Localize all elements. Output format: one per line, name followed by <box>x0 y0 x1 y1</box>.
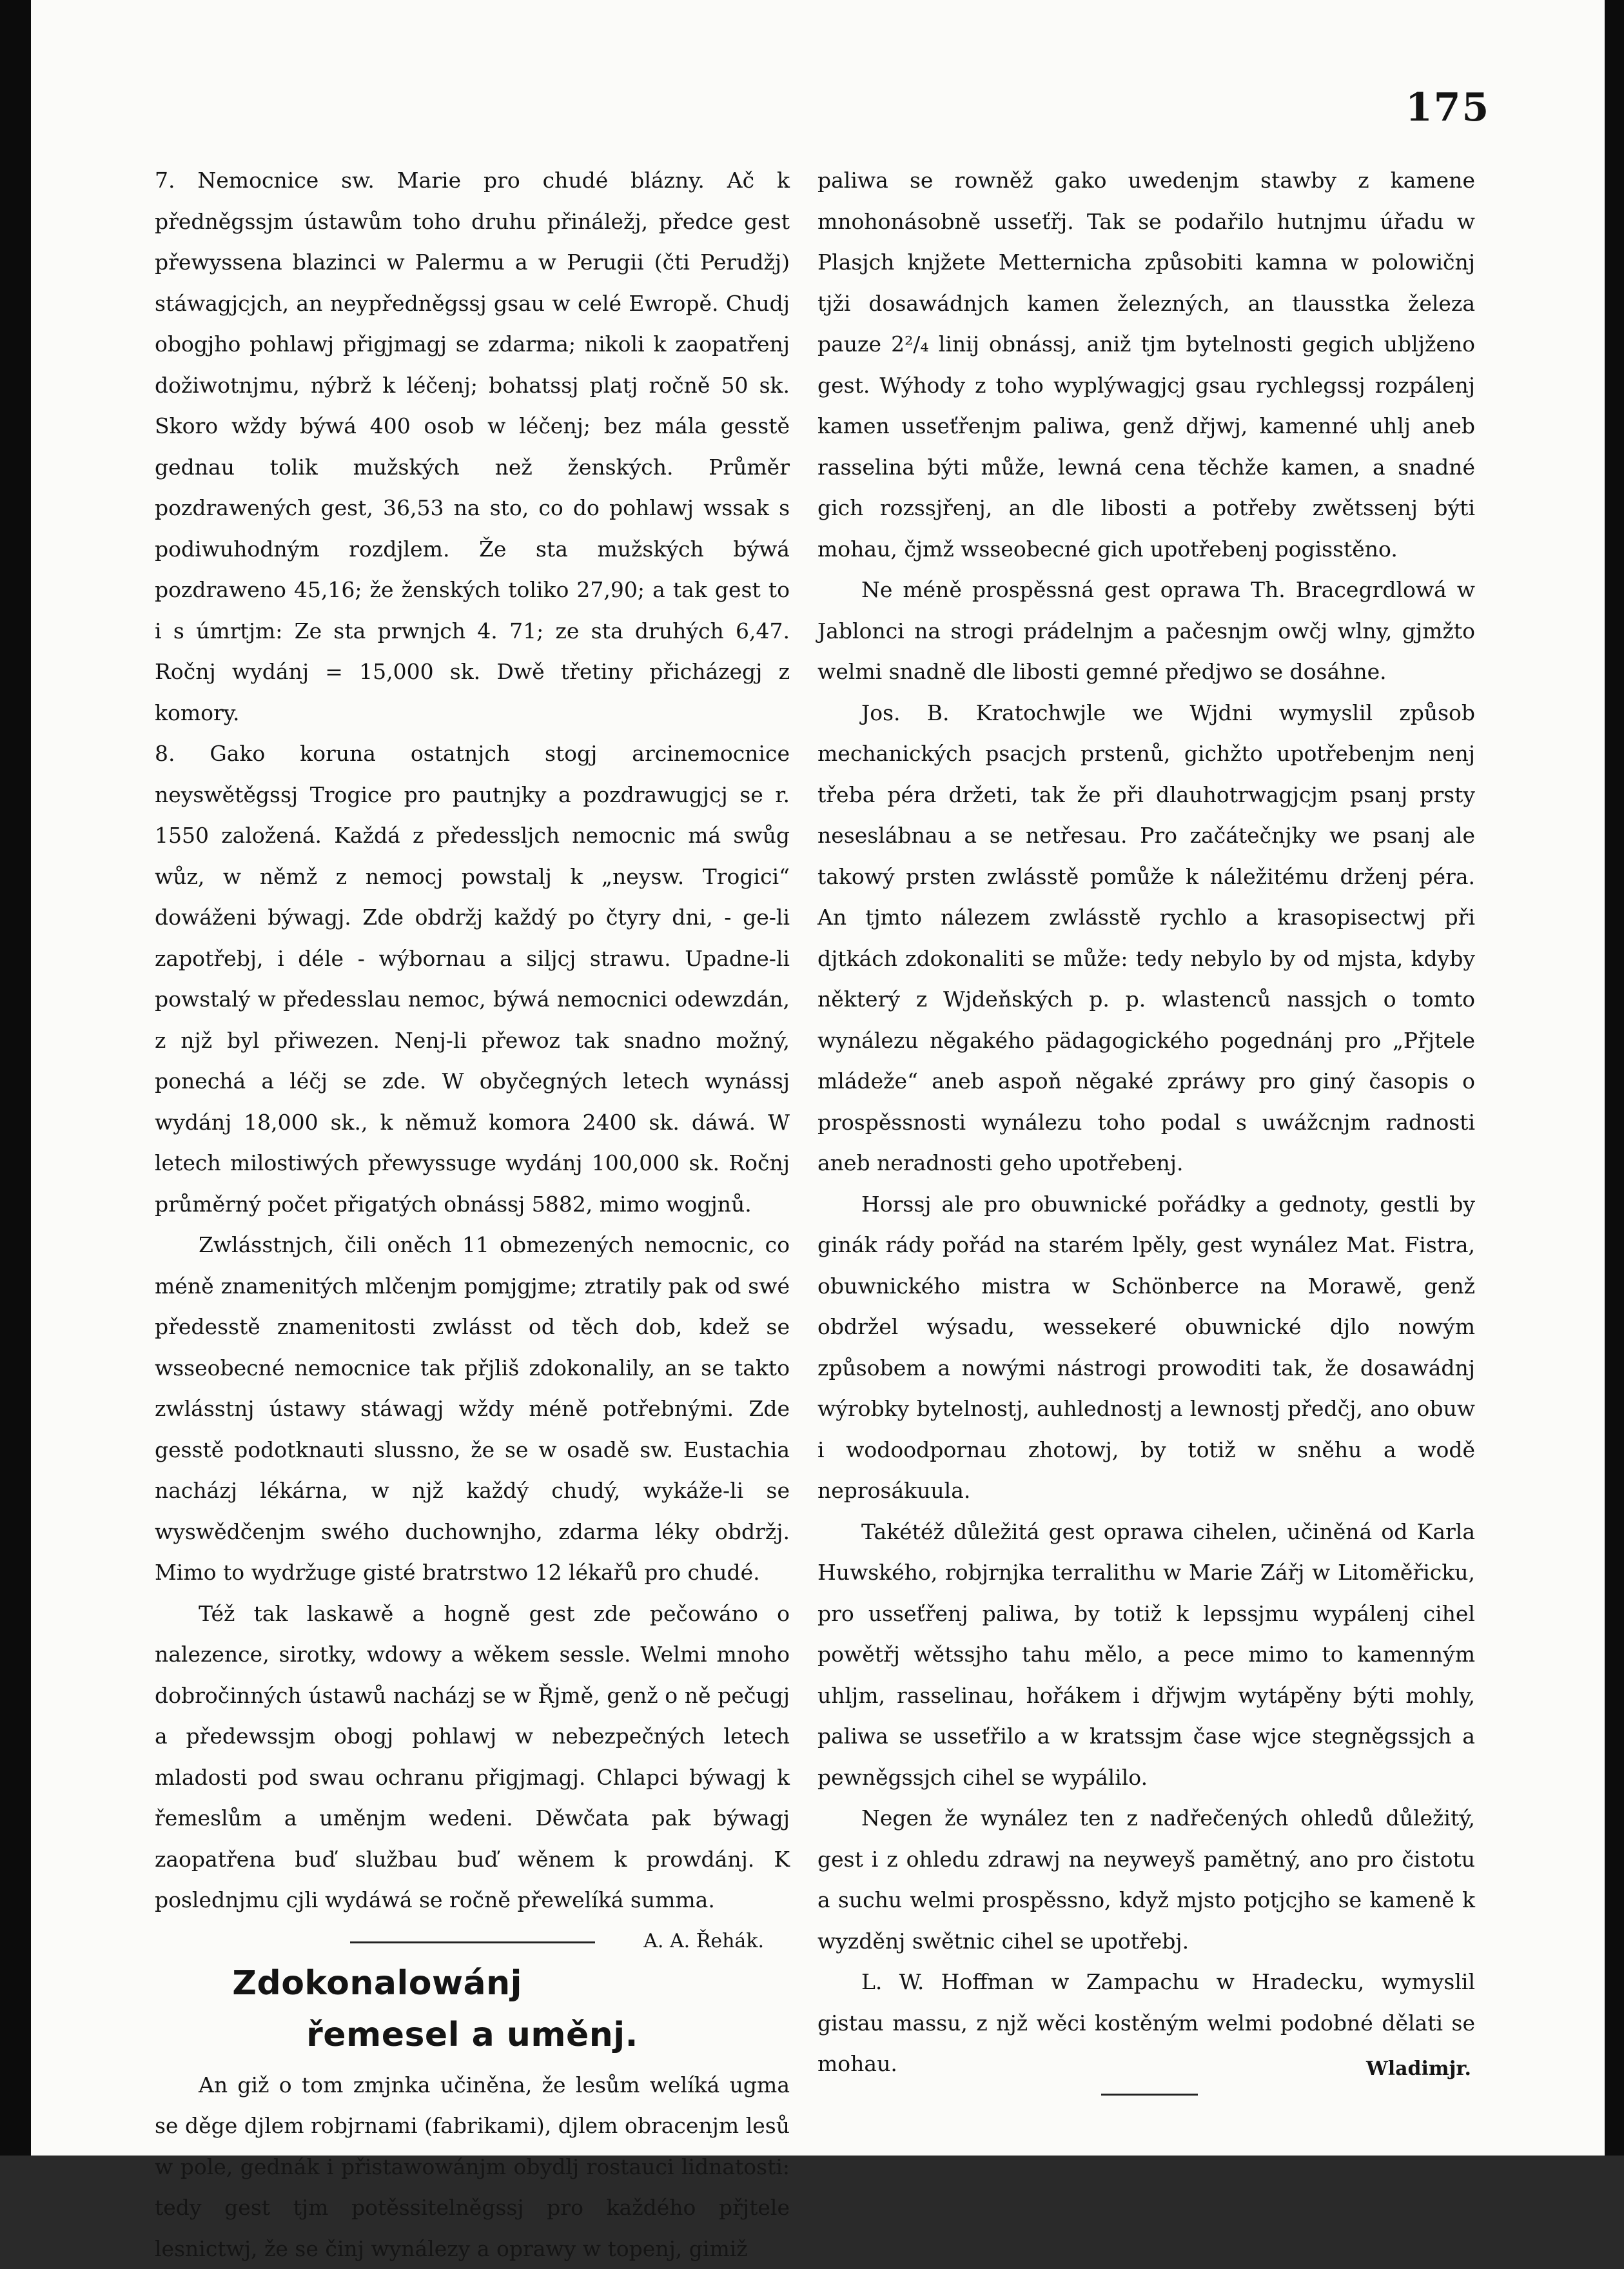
paragraph-obmezene-nemocnice: Zwlásstnjch, čili oněch 11 obmezených nemocnic, co méně znamenitých mlčenjm pomjgjme; ztratily pak od swé předesstě znamenitosti zwlásst od těch dob, kdež se wsseobecné nemocnice tak přjliš zdokonalily, an se takto zwlásstnj ústawy stáwagj wždy méně potřebnými. Zde gesstě podotknauti slussno, že se w osadě sw. Eustachia nacházj lékárna, w njž každý chudý, wykáže-li se wyswědčenjm swého duchownjho, zdarma léky obdržj. Mimo to wydržuge gisté bratrstwo 12 lékařů pro chudé. <box>155 1224 790 1593</box>
paragraph-nemocnice-marie: 7. Nemocnice sw. Marie pro chudé blázny. Ač k předněgssjm ústawům toho druhu přináležj, předce gest přewyssena blazinci w Palermu a w Perugii (čti Perudžj) stáwagjcjch, an neypředněgssj gsau w celé Ewropě. Chudj obogjho pohlawj přigjmagj se zdarma; nikoli k zaopatřenj dožiwotnjmu, nýbrž k léčenj; bohatssj platj ročně 50 sk. Skoro wždy býwá 400 osob w léčenj; bez mála gesstě gednau tolik mužských než ženských. Průměr pozdrawených gest, 36,53 na sto, co do pohlawj wssak s podiwuhodným rozdjlem. Že sta mužských býwá pozdraweno 45,16; že ženských toliko 27,90; a tak gest to i s úmrtjm: Ze sta prwnjch 4. 71; ze sta druhých 6,47. Ročnj wydánj = 15,000 sk. Dwě třetiny přicházegj z komory. <box>155 160 790 733</box>
right-column <box>817 160 1475 2096</box>
signature-wladimjr: Wladimjr. <box>817 2056 1475 2082</box>
left-column <box>155 160 790 2269</box>
scan-edge-right <box>1605 0 1624 2156</box>
paragraph-kratochwjle: Jos. B. Kratochwjle we Wjdni wymyslil způsob mechanických psacjch prstenů, gichžto upotřebenjm nenj třeba péra držeti, tak že při dlauhotrwagjcjm psanj prsty neseslábnau a se netřesau. Pro začátečnjky we psanj ale takowý prsten zwlásstě pomůže k náležitému drženj péra. An tjmto nálezem zwlásstě rychlo a krasopisectwj při djtkách zdokonaliti se může: tedy nebylo by od mjsta, kdyby některý z Wjdeňských p. p. wlastenců nassjch o tomto wynálezu něgakého pädagogického pogednánj pro „Přjtele mládeže“ aneb aspoň něgaké zpráwy pro giný časopis o prospěssnosti wynálezu toho podal s uwážcnjm radnosti aneb neradnosti geho upotřebenj. <box>817 692 1475 1184</box>
paragraph-fistra: Horssj ale pro obuwnické pořádky a gednoty, gestli by ginák rády pořád na starém lpěly, gest wynález Mat. Fistra, obuwnického mistra w Schönberce na Morawě, genž obdržel wýsadu, wessekeré obuwnické djlo nowým způsobem a nowými nástrogi prowoditi tak, že dosawádnj wýrobky bytelnostj, auhlednostj a lewnostj předčj, ano obuw i wodoodpornau zhotowj, by totiž w sněhu a wodě neprosákuula. <box>817 1184 1475 1511</box>
section-divider <box>350 1941 595 1943</box>
paragraph-bracegrdlowa: Ne méně prospěssná gest oprawa Th. Bracegrdlowá w Jablonci na strogi prádelnjm a pačesnjm owčj wlny, gjmžto welmi snadně dle libosti gemné předjwo se dosáhne. <box>817 569 1475 692</box>
section-heading: Zdokonalowánj řemesel a uměnj. <box>155 1958 790 2061</box>
page-number: 175 <box>1405 85 1490 130</box>
signature-rehak: A. A. Řehák. <box>600 1921 764 1962</box>
scan-edge-left <box>0 0 31 2156</box>
paragraph-nalezence <box>155 1593 790 1921</box>
paragraph-cihelny: Takétéž důležitá gest oprawa cihelen, učiněná od Karla Huwského, robjrnjka terralithu w Marie Zářj w Litoměřicku, pro usseťřenj paliwa, by totiž k lepssjmu wypálenj cihel powětřj wětssjho tahu mělo, a pece mimo to kamenným uhljm, rasselinau, hořákem i dřjwjm wytápěny býti mohly, paliwa se usseťřilo a w kratssjm čase wjce stegněgssjch a pewněgssjch cihel se wypálilo. <box>817 1511 1475 1798</box>
paragraph-hoffman: L. W. Hoffman w Zampachu w Hradecku, wymyslil gistau massu, z njž wěci kostěným welmi podobné dělati se mohau. <box>817 1961 1475 2085</box>
paragraph-nalezence-text: Též tak laskawě a hogně gest zde pečowáno o nalezence, sirotky, wdowy a wěkem sessle. Welmi mnoho dobročinných ústawů nacházj se w Řjmě, genž o ně pečugj a předewssjm obogj pohlawj w nebezpečných letech mladosti pod swau ochranu přigjmagj. Chlapci býwagj k řemeslům a uměnjm wedeni. Děwčata pak býwagj zaopatřena buď službau buď wěnem k prowdánj. K poslednjmu cjli wydáwá se ročně přewelíká summa. <box>155 1601 790 1913</box>
paragraph-arcinemocnice-trogice: 8. Gako koruna ostatnjch stogj arcinemocnice neyswětěgssj Trogice pro pautnjky a pozdrawugjcj se r. 1550 založená. Každá z předessljch nemocnic má swůg wůz, w němž z nemocj powstalj k „neysw. Trogici“ dowáženi býwagj. Zde obdržj každý po čtyry dni, - ge-li zapotřebj, i déle - wýbornau a siljcj strawu. Upadne-li powstalý w předesslau nemoc, býwá nemocnici odewzdán, z njž byl přiwezen. Nenj-li přewoz tak snadno možný, ponechá a léčj se zde. W obyčegných letech wynássj wydánj 18,000 sk., k němuž komora 2400 sk. dáwá. W letech milostiwých přewyssuge wydánj 100,000 sk. Ročnj průměrný počet přigatých obnássj 5882, mimo wogjnů. <box>155 733 790 1224</box>
paragraph-zdrawj: Negen že wynález ten z nadřečených ohledů důležitý, gest i z ohledu zdrawj na neyweyš pamětný, ano pro čistotu a suchu welmi prospěssno, když mjsto potjcjho se kameně k wyzděnj swětnic cihel se upotřebj. <box>817 1798 1475 1961</box>
paragraph-topeni-intro: An giž o tom zmjnka učiněna, že lesům welíká ugma se děge djlem robjrnami (fabrikami), djlem obracenjm lesů w pole, gednák i přistawowánjm obydlj rostauci lidnatosti: tedy gest tjm potěssitelněgssj pro každého přjtele lesnictwj, že se činj wynálezy a oprawy w topenj, gimiž <box>155 2065 790 2269</box>
end-divider <box>1101 2094 1198 2096</box>
paragraph-kamna: paliwa se rowněž gako uwedenjm stawby z kamene mnohonásobně usseťřj. Tak se podařilo hutnjmu úřadu w Plasjch knjžete Metternicha způsobiti kamna w polowičnj tjži dosawádnjch kamen železných, an tlausstka železa pauze 2²/₄ linij obnássj, aniž tjm bytelnosti gegich ubljženo gest. Wýhody z toho wyplýwagjcj gsau rychlegssj rozpálenj kamen usseťřenjm paliwa, genž dřjwj, kamenné uhlj aneb rasselina býti může, lewná cena těchže kamen, a snadné gich rozssjřenj, an dle libosti a potřeby zwětssenj býti mohau, čjmž wsseobecné gich upotřebenj pogisstěno. <box>817 160 1475 569</box>
